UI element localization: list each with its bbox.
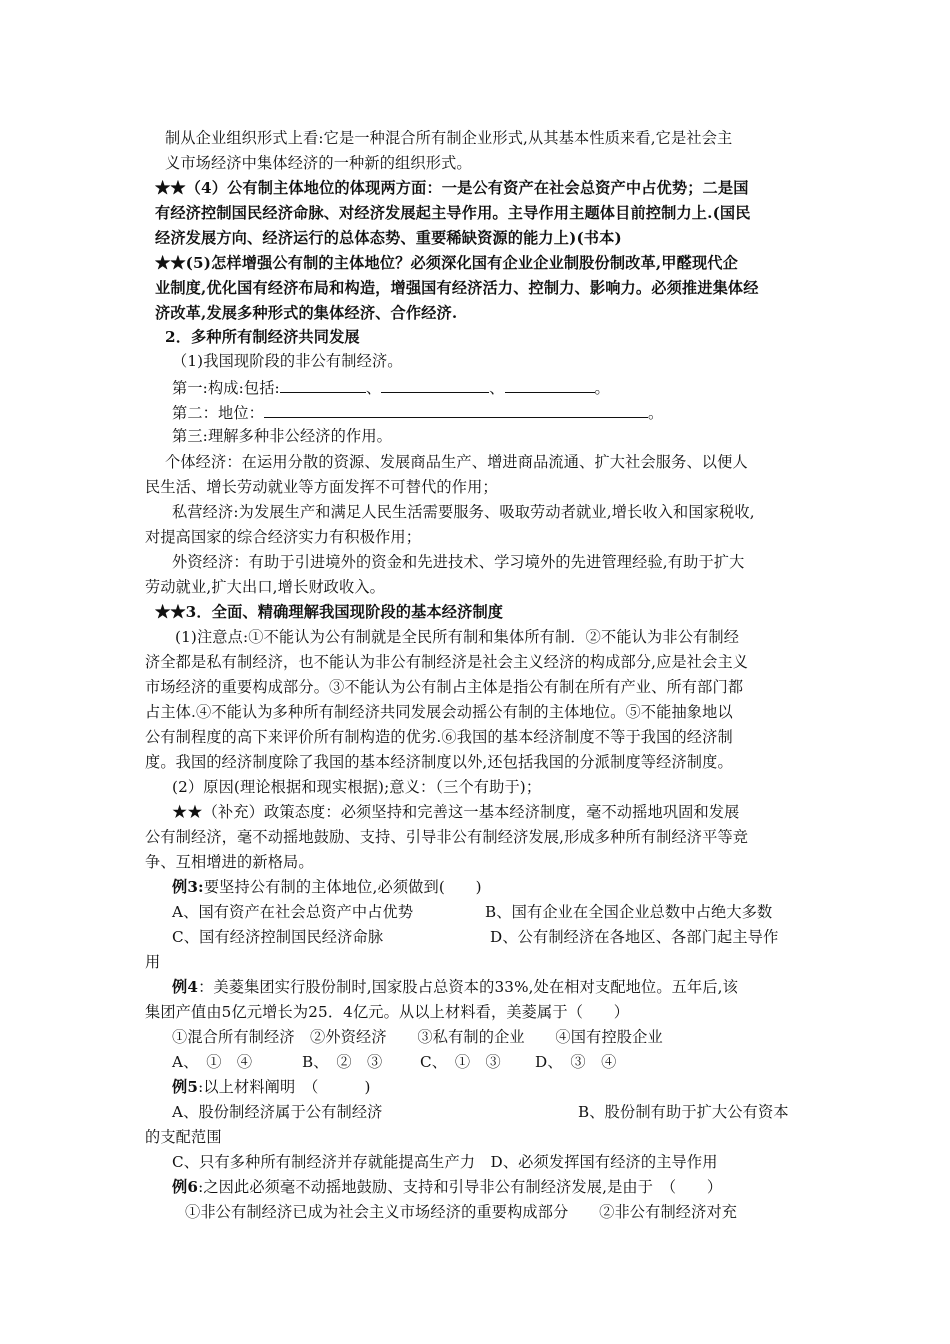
- text-line: 公有制程度的高下来评价所有制构造的优劣.⑥我国的基本经济制度不等于我国的经济制: [145, 728, 733, 746]
- text-line: 个体经济：在运用分散的资源、发展商品生产、增进商品流通、扩大社会服务、以便人: [165, 453, 748, 471]
- example-label: 例6: [172, 1178, 199, 1196]
- option-a[interactable]: A、国有资产在社会总资产中占优势: [172, 903, 414, 921]
- text-line: 私营经济:为发展生产和满足人民生活需要服务、吸取劳动者就业,增长收入和国家税收,: [172, 503, 755, 521]
- text-line: 第二：地位：: [172, 404, 265, 422]
- text-line: 、: [365, 379, 382, 397]
- example-label: 例3:: [172, 878, 204, 896]
- question-text: :之因此必须毫不动摇地鼓励、支持和引导非公有制经济发展,是由于 （ ）: [198, 1178, 723, 1196]
- fill-in-line: [172, 402, 663, 423]
- text-line: 。: [648, 404, 664, 422]
- option-a[interactable]: A、 ① ④: [172, 1053, 253, 1071]
- option-d[interactable]: D、公有制经济在各地区、各部门起主导作: [490, 928, 779, 946]
- text-line: 集团产值由5亿元增长为25．4亿元。从以上材料看，美菱属于（ ）: [145, 1003, 630, 1021]
- text-line: （1)我国现阶段的非公有制经济。: [172, 352, 403, 370]
- text-line: 劳动就业,扩大出口,增长财政收入。: [145, 578, 386, 596]
- option-b[interactable]: B、 ② ③: [302, 1053, 383, 1071]
- option-c[interactable]: C、国有经济控制国民经济命脉: [172, 928, 384, 946]
- choice-items: ①混合所有制经济 ②外资经济 ③私有制的企业 ④国有控股企业: [172, 1028, 663, 1046]
- blank-field[interactable]: [264, 402, 648, 418]
- option-d[interactable]: D、 ③ ④: [535, 1053, 617, 1071]
- question-ex5: [172, 1077, 371, 1097]
- question-text: :以上材料阐明 （ ): [198, 1078, 371, 1096]
- text-line: 的支配范围: [145, 1128, 222, 1146]
- text-line: 。: [594, 379, 610, 397]
- option-a[interactable]: A、股份制经济属于公有制经济: [172, 1103, 383, 1121]
- text-line: (1)注意点:①不能认为公有制就是全民所有制和集体所有制．②不能认为非公有制经: [175, 628, 740, 646]
- blank-field[interactable]: [381, 377, 489, 393]
- choice-items: ①非公有制经济已成为社会主义市场经济的重要构成部分 ②非公有制经济对充: [185, 1203, 738, 1221]
- fill-in-line: [172, 377, 610, 398]
- text-line: (2）原因(理论根据和现实根据);意义：（三个有助于)；: [172, 778, 542, 796]
- text-line: 第三:理解多种非公经济的作用。: [172, 427, 392, 445]
- text-line: 、: [489, 379, 505, 397]
- section-heading: ★★（4）公有制主体地位的体现两方面：一是公有资产在社会总资产中占优势；二是国: [155, 179, 749, 197]
- section-heading: ★★3．全面、精确理解我国现阶段的基本经济制度: [155, 603, 504, 621]
- text-line: 公有制经济，毫不动摇地鼓励、支持、引导非公有制经济发展,形成多种所有制经济平等竞: [145, 828, 749, 846]
- text-line: 度。我国的经济制度除了我国的基本经济制度以外,还包括我国的分派制度等经济制度。: [145, 753, 733, 771]
- option-c[interactable]: C、 ① ③: [420, 1053, 501, 1071]
- blank-field[interactable]: [280, 377, 366, 393]
- text-line: 对提高国家的综合经济实力有积极作用；: [145, 528, 422, 546]
- text-line: 业制度,优化国有经济布局和构造，增强国有经济活力、控制力、影响力。必须推进集体经: [155, 279, 759, 297]
- text-line: 第一:构成:包括:: [172, 379, 280, 397]
- question-ex3: [172, 877, 482, 897]
- question-text: ：美菱集团实行股份制时,国家股占总资本的33%,处在相对支配地位。五年后,该: [198, 978, 739, 996]
- section-heading: 2．多种所有制经济共同发展: [165, 328, 360, 346]
- text-line: 占主体.④不能认为多种所有制经济共同发展会动摇公有制的主体地位。⑤不能抽象地以: [145, 703, 733, 721]
- text-line: 争、互相增进的新格局。: [145, 853, 314, 871]
- text-line: 经济发展方向、经济运行的总体态势、重要稀缺资源的能力上)(书本): [155, 229, 622, 247]
- question-text: 要坚持公有制的主体地位,必须做到( ): [203, 878, 482, 896]
- example-label: 例5: [172, 1078, 199, 1096]
- text-line: 用: [145, 953, 161, 971]
- text-line: 济改革,发展多种形式的集体经济、合作经济.: [155, 304, 458, 322]
- text-line: 外资经济：有助于引进境外的资金和先进技术、学习境外的先进管理经验,有助于扩大: [172, 553, 745, 571]
- text-line: 济全都是私有制经济，也不能认为非公有制经济是社会主义经济的构成部分,应是社会主义: [145, 653, 749, 671]
- option-b[interactable]: B、国有企业在全国企业总数中占绝大多数: [485, 903, 773, 921]
- example-label: 例4: [172, 978, 199, 996]
- text-line: 民生活、增长劳动就业等方面发挥不可替代的作用；: [145, 478, 498, 496]
- text-line: 义市场经济中集体经济的一种新的组织形式。: [165, 154, 472, 172]
- options-c-d[interactable]: C、只有多种所有制经济并存就能提高生产力 D、必须发挥国有经济的主导作用: [172, 1153, 718, 1171]
- text-line: ★★（补充）政策态度：必须坚持和完善这一基本经济制度，毫不动摇地巩固和发展: [172, 803, 740, 821]
- text-line: 制从企业组织形式上看:它是一种混合所有制企业形式,从其基本性质来看,它是社会主: [165, 129, 733, 147]
- question-ex4: [172, 977, 738, 997]
- text-line: 市场经济的重要构成部分。③不能认为公有制占主体是指公有制在所有产业、所有部门都: [145, 678, 744, 696]
- blank-field[interactable]: [505, 377, 595, 393]
- text-line: 有经济控制国民经济命脉、对经济发展起主导作用。主导作用主题体目前控制力上.(国民: [155, 204, 751, 222]
- question-ex6: [172, 1177, 722, 1197]
- section-heading: ★★(5)怎样增强公有制的主体地位？必须深化国有企业企业制股份制改革,甲醛现代企: [155, 254, 738, 272]
- option-b[interactable]: B、股份制有助于扩大公有资本: [578, 1103, 789, 1121]
